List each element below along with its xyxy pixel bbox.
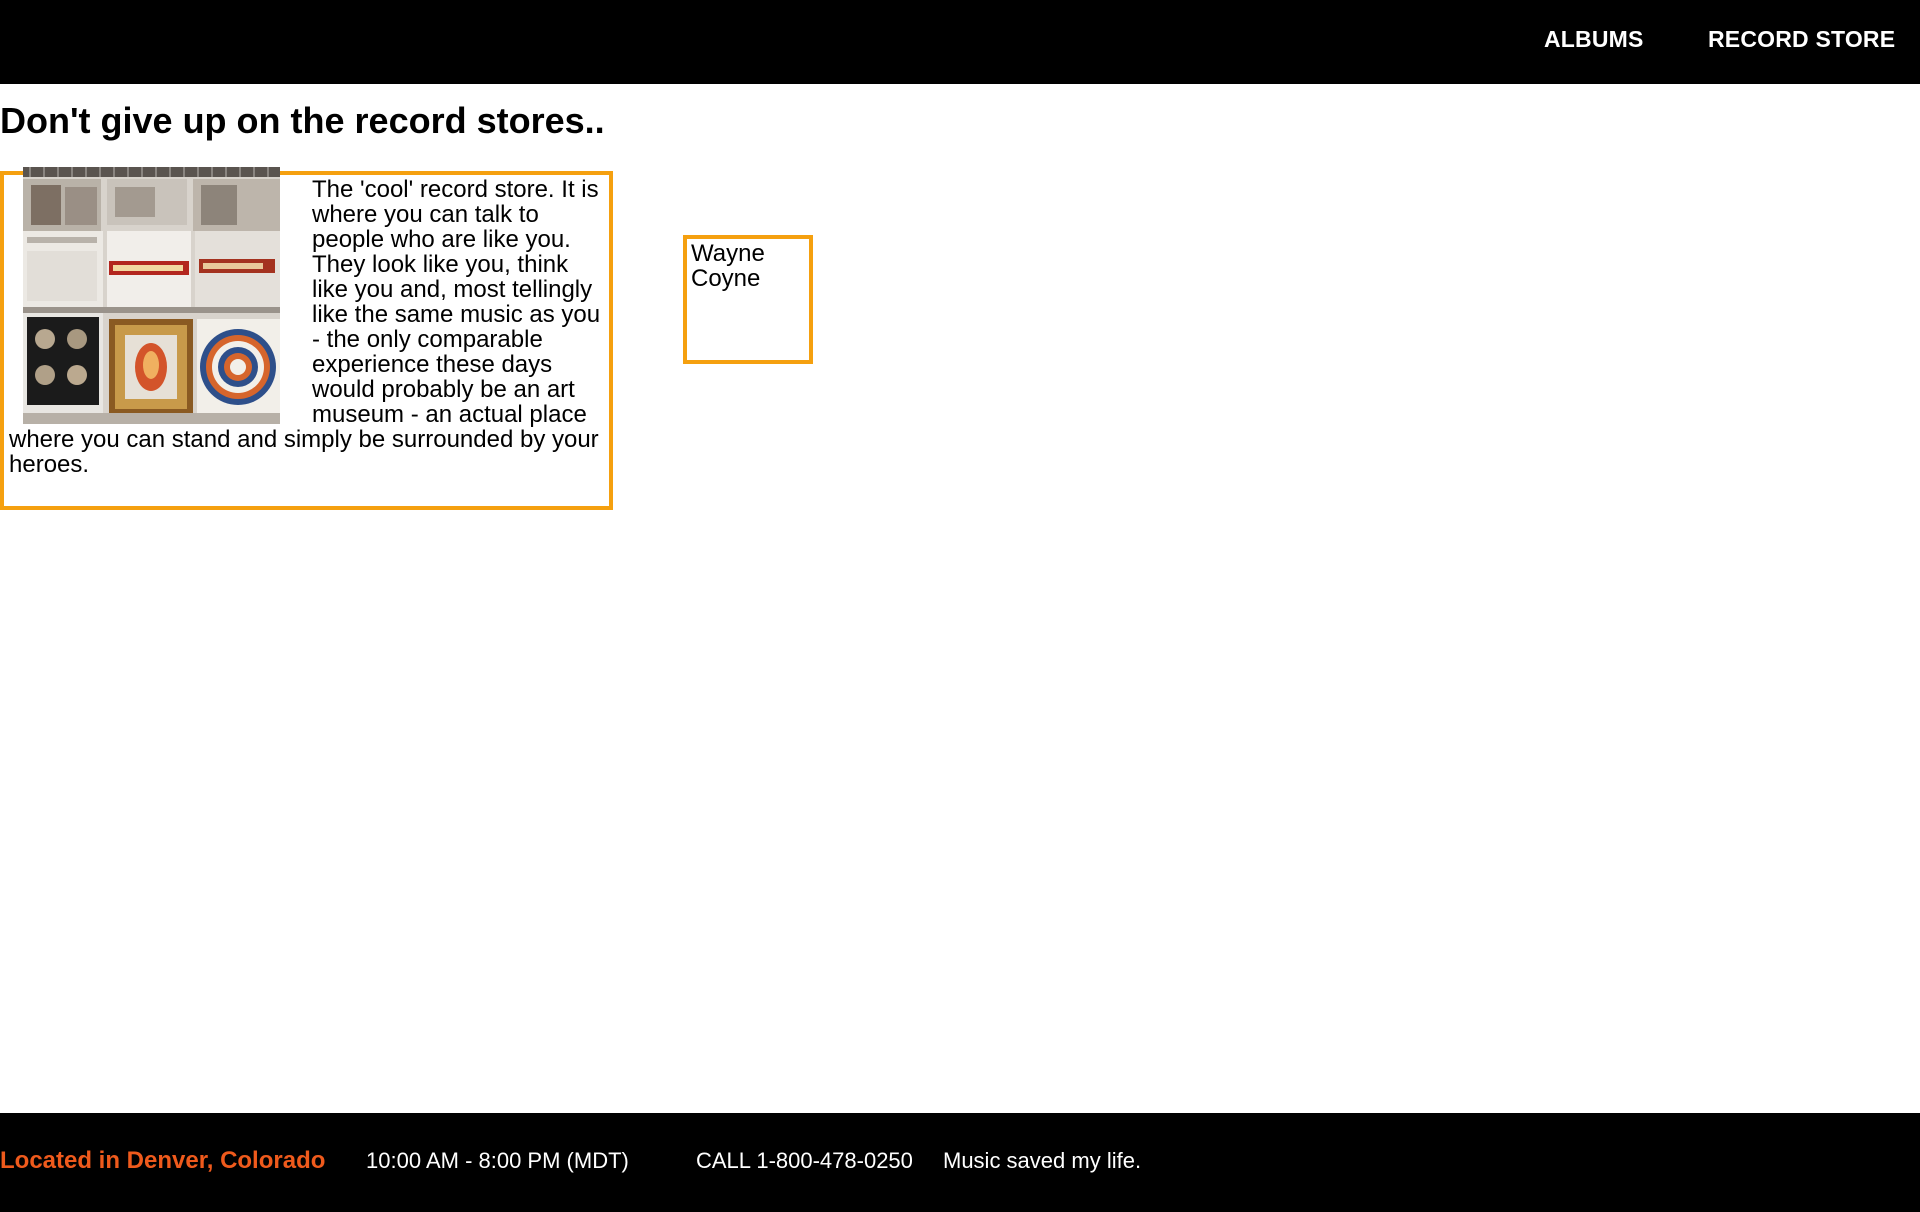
story-text: The 'cool' record store. It is where you can talk to people who are like you. They look like you, think like you and, most tellingly like the same music as you - the only comparable experience these days would probably be an art museum - an actual place where you can stand and simply be surrounded by your heroes. bbox=[9, 176, 601, 478]
footer-bar bbox=[0, 1113, 1920, 1212]
page-title: Don't give up on the record stores.. bbox=[0, 100, 605, 141]
quote-card bbox=[683, 235, 813, 364]
footer-phone: CALL 1-800-478-0250 bbox=[696, 1148, 913, 1173]
footer-tagline: Music saved my life. bbox=[943, 1148, 1142, 1173]
nav-link-record-store[interactable]: RECORD STORE bbox=[1708, 26, 1896, 52]
footer-hours: 10:00 AM - 8:00 PM (MDT) bbox=[366, 1148, 629, 1173]
story-card bbox=[0, 171, 613, 510]
record-bin-photo bbox=[23, 167, 280, 424]
nav-link-albums[interactable]: ALBUMS bbox=[1544, 26, 1644, 52]
quote-author: Wayne Coyne bbox=[691, 240, 765, 292]
story-paragraph bbox=[9, 177, 606, 477]
top-nav-bar bbox=[0, 0, 1920, 84]
footer-location: Located in Denver, Colorado bbox=[0, 1147, 326, 1174]
